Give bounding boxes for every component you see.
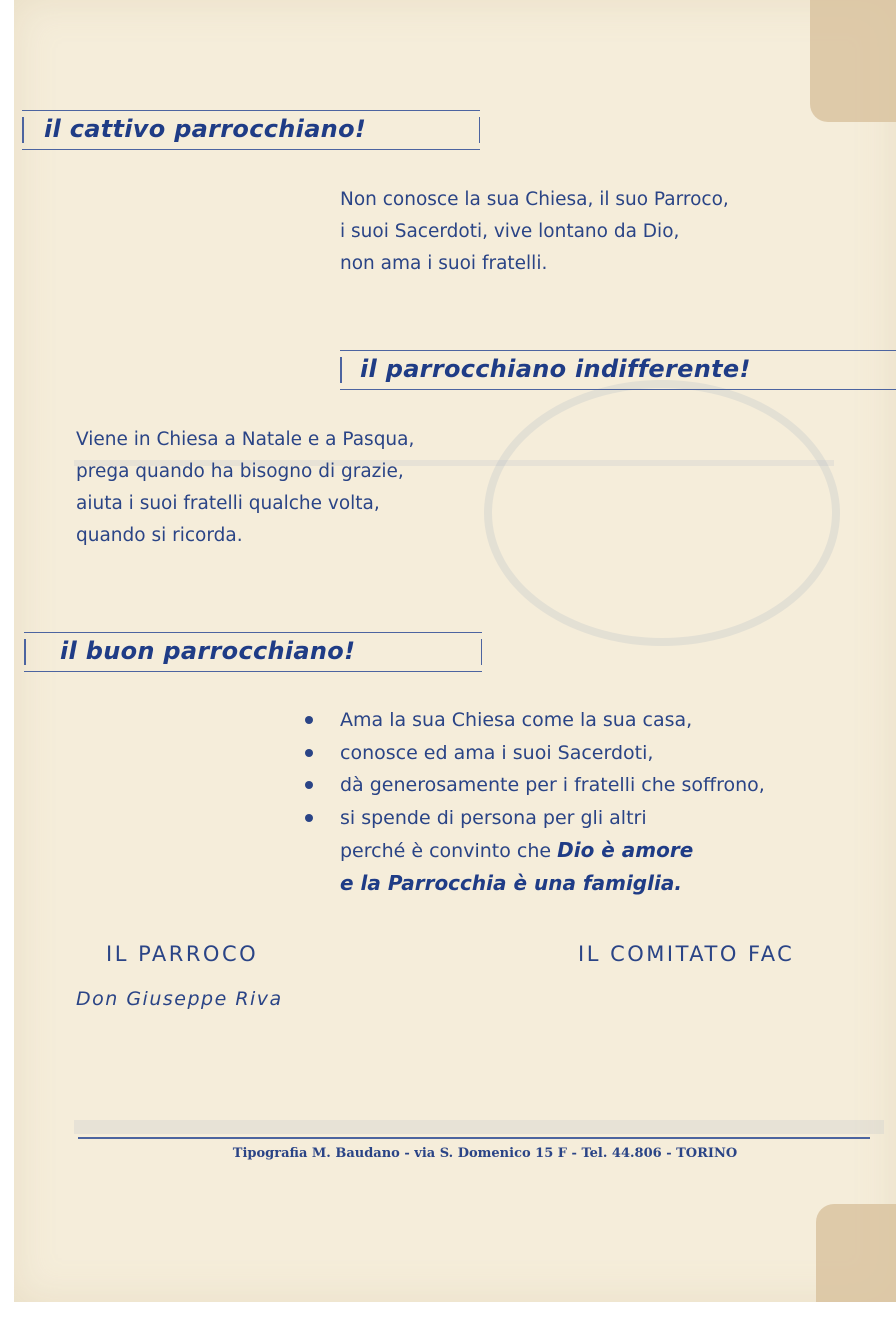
heading-bar-right [479, 117, 481, 143]
heading-box-indifferente [340, 350, 896, 390]
list-item [302, 737, 765, 770]
closing-line-2 [302, 867, 765, 900]
printed-page [14, 0, 896, 1302]
heading-box-buon [24, 632, 482, 672]
show-through-circle [484, 380, 840, 646]
closing-emphasis-parrocchia: e la Parrocchia è una famiglia. [340, 870, 682, 895]
heading-cattivo-parrocchiano: il cattivo parrocchiano! [44, 115, 367, 143]
heading-bar-left [24, 639, 26, 665]
signature-comitato-title: IL COMITATO FAC [578, 942, 795, 966]
list-item [302, 769, 765, 802]
list-item [302, 802, 765, 835]
paragraph-line: prega quando ha bisogno di grazie, [76, 461, 404, 482]
heading-bar-right [481, 639, 483, 665]
paragraph-line: i suoi Sacerdoti, vive lontano da Dio, [340, 221, 680, 242]
closing-prefix: perché è convinto che [340, 840, 558, 862]
paragraph-line: quando si ricorda. [76, 525, 243, 546]
bullet-list-buon [302, 704, 765, 899]
paragraph-line: Non conosce la sua Chiesa, il suo Parroco, [340, 189, 729, 210]
list-item [302, 704, 765, 737]
heading-parrocchiano-indifferente: il parrocchiano indifferente! [360, 355, 751, 383]
footer-divider [78, 1137, 870, 1139]
paragraph-line: Viene in Chiesa a Natale e a Pasqua, [76, 429, 415, 450]
paper-stain-top-right [810, 0, 896, 122]
heading-buon-parrocchiano: il buon parrocchiano! [60, 637, 356, 665]
bullet-dot-icon [305, 716, 313, 724]
signature-parroco-title: IL PARROCO [106, 942, 259, 966]
bullet-dot-icon [305, 781, 313, 789]
heading-box-cattivo [22, 110, 480, 150]
paragraph-line: aiuta i suoi fratelli qualche volta, [76, 493, 380, 514]
paragraph-indifferente [76, 424, 414, 552]
closing-line-1 [302, 834, 765, 867]
paragraph-line: non ama i suoi fratelli. [340, 253, 548, 274]
paper-stain-bottom-right [816, 1204, 896, 1302]
printer-imprint: Tipografia M. Baudano - via S. Domenico 15 F - Tel. 44.806 - TORINO [232, 1146, 738, 1161]
list-item-text: si spende di persona per gli altri [340, 806, 647, 829]
list-item-text: Ama la sua Chiesa come la sua casa, [340, 709, 693, 731]
heading-bar-left [340, 357, 342, 383]
show-through-bar-2 [74, 1120, 884, 1134]
bullet-dot-icon [305, 749, 313, 757]
paragraph-cattivo [340, 184, 729, 280]
signature-parroco-name: Don Giuseppe Riva [76, 988, 283, 1010]
heading-bar-left [22, 117, 24, 143]
list-item-text: dà generosamente per i fratelli che soffrono, [340, 774, 765, 796]
closing-emphasis-dio: Dio è amore [557, 838, 694, 862]
list-item-text: conosce ed ama i suoi Sacerdoti, [340, 741, 654, 764]
bullet-dot-icon [305, 814, 313, 822]
